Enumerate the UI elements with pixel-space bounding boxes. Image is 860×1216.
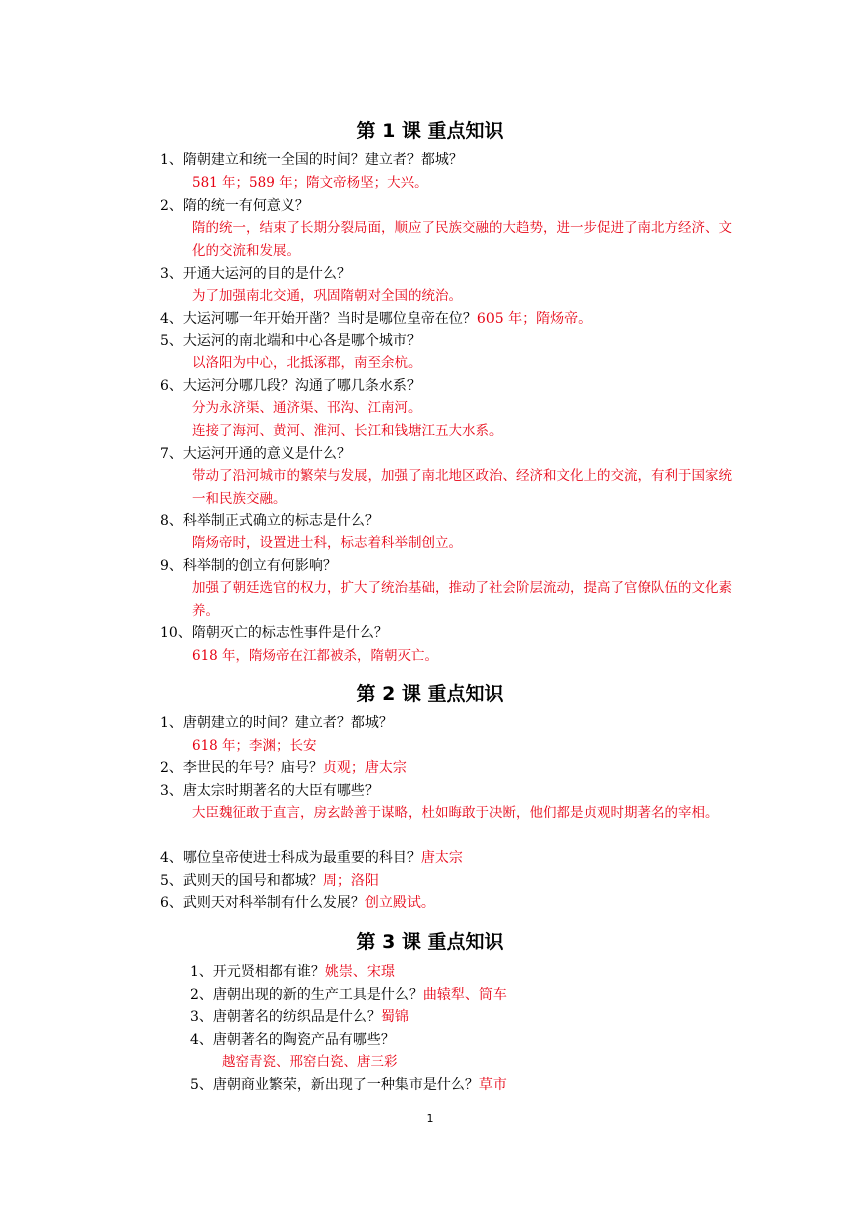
- lesson-3-title: 第 3 课 重点知识: [356, 931, 504, 953]
- lesson-3-answer-2: 曲辕犁、筒车: [422, 987, 507, 1003]
- lesson-2-question-5: [160, 871, 379, 891]
- lesson-1-question-3: 3、开通大运河的目的是什么？: [160, 266, 351, 282]
- lesson-2-question-6-text: 6、武则天对科举制有什么发展？: [160, 895, 365, 911]
- lesson-2-question-4-text: 4、哪位皇帝使进士科成为最重要的科目？: [160, 850, 421, 866]
- lesson-3-answer-4: 越窑青瓷、邢窑白瓷、唐三彩: [222, 1054, 398, 1070]
- lesson-2-title: 第 2 课 重点知识: [356, 683, 504, 705]
- lesson-3-question-5-text: 5、唐朝商业繁荣，新出现了一种集市是什么？: [190, 1077, 479, 1093]
- lesson-3-question-1-text: 1、开元贤相都有谁？: [190, 964, 325, 980]
- lesson-1-question-9: 9、科举制的创立有何影响？: [160, 558, 337, 574]
- lesson-1-answer-6b: 连接了海河、黄河、淮河、长江和钱塘江五大水系。: [192, 423, 503, 439]
- lesson-3-answer-5: 草市: [478, 1077, 507, 1093]
- lesson-1-question-4: [160, 309, 592, 329]
- lesson-1-question-1: 1、隋朝建立和统一全国的时间？建立者？都城？: [160, 152, 463, 168]
- lesson-1-answer-3: 为了加强南北交通，巩固隋朝对全国的统治。: [192, 288, 462, 304]
- lesson-3-question-1: [190, 962, 395, 982]
- lesson-1-answer-7: 带动了沿河城市的繁荣与发展，加强了南北地区政治、经济和文化上的交流，有利于国家统一和民族交融。: [192, 468, 732, 507]
- lesson-1-answer-8: 隋炀帝时，设置进士科，标志着科举制创立。: [192, 535, 462, 551]
- lesson-3-question-3-text: 3、唐朝著名的纺织品是什么？: [190, 1009, 381, 1025]
- lesson-1-question-6: 6、大运河分哪几段？沟通了哪几条水系？: [160, 378, 421, 394]
- lesson-1-answer-5: 以洛阳为中心，北抵涿郡，南至余杭。: [192, 355, 422, 371]
- lesson-2-answer-5: 周；洛阳: [322, 873, 379, 889]
- lesson-2-answer-4: 唐太宗: [420, 850, 463, 866]
- lesson-3-question-5: [190, 1075, 507, 1095]
- lesson-2-question-2: [160, 758, 407, 778]
- lesson-1-answer-9: 加强了朝廷选官的权力，扩大了统治基础，推动了社会阶层流动，提高了官僚队伍的文化素养。: [192, 580, 732, 619]
- lesson-2-question-5-text: 5、武则天的国号和都城？: [160, 873, 323, 889]
- lesson-1-question-4-text: 4、大运河哪一年开始开凿？当时是哪位皇帝在位？: [160, 311, 477, 327]
- lesson-1-question-10: 10、隋朝灭亡的标志性事件是什么？: [160, 625, 388, 641]
- lesson-2-answer-6: 创立殿试。: [364, 895, 435, 911]
- lesson-3-question-2: [190, 985, 507, 1005]
- lesson-1-question-2: 2、隋的统一有何意义？: [160, 198, 309, 214]
- lesson-1-answer-4: 605 年；隋炀帝。: [476, 311, 593, 327]
- page-number: 1: [426, 1112, 434, 1125]
- lesson-2-question-3: 3、唐太宗时期著名的大臣有哪些？: [160, 783, 379, 799]
- lesson-2-question-2-text: 2、李世民的年号？庙号？: [160, 760, 323, 776]
- lesson-1-question-5: 5、大运河的南北端和中心各是哪个城市？: [160, 333, 421, 349]
- lesson-2-question-4: [160, 848, 463, 868]
- lesson-3-question-2-text: 2、唐朝出现的新的生产工具是什么？: [190, 987, 423, 1003]
- lesson-2-answer-3: 大臣魏征敢于直言，房玄龄善于谋略，杜如晦敢于决断，他们都是贞观时期著名的宰相。: [192, 805, 719, 821]
- lesson-3-question-3: [190, 1007, 409, 1027]
- lesson-2-answer-1: 618 年；李渊；长安: [192, 738, 317, 754]
- lesson-1-answer-2: 隋的统一，结束了长期分裂局面，顺应了民族交融的大趋势，进一步促进了南北方经济、文化的交流和发展。: [192, 220, 732, 259]
- lesson-3-question-4: 4、唐朝著名的陶瓷产品有哪些？: [190, 1032, 395, 1048]
- lesson-2-question-1: 1、唐朝建立的时间？建立者？都城？: [160, 715, 393, 731]
- lesson-2-answer-2: 贞观；唐太宗: [322, 760, 407, 776]
- lesson-3-answer-3: 蜀锦: [380, 1009, 409, 1025]
- lesson-1-question-7: 7、大运河开通的意义是什么？: [160, 446, 351, 462]
- lesson-2-question-6: [160, 893, 435, 913]
- lesson-1-answer-1: 581 年；589 年；隋文帝杨坚；大兴。: [192, 175, 428, 191]
- lesson-1-title: 第 1 课 重点知识: [356, 120, 504, 142]
- lesson-3-answer-1: 姚崇、宋璟: [324, 964, 395, 980]
- lesson-1-answer-6a: 分为永济渠、通济渠、邗沟、江南河。: [192, 400, 422, 416]
- lesson-1-answer-10: 618 年，隋炀帝在江都被杀，隋朝灭亡。: [192, 648, 439, 664]
- lesson-1-question-8: 8、科举制正式确立的标志是什么？: [160, 513, 379, 529]
